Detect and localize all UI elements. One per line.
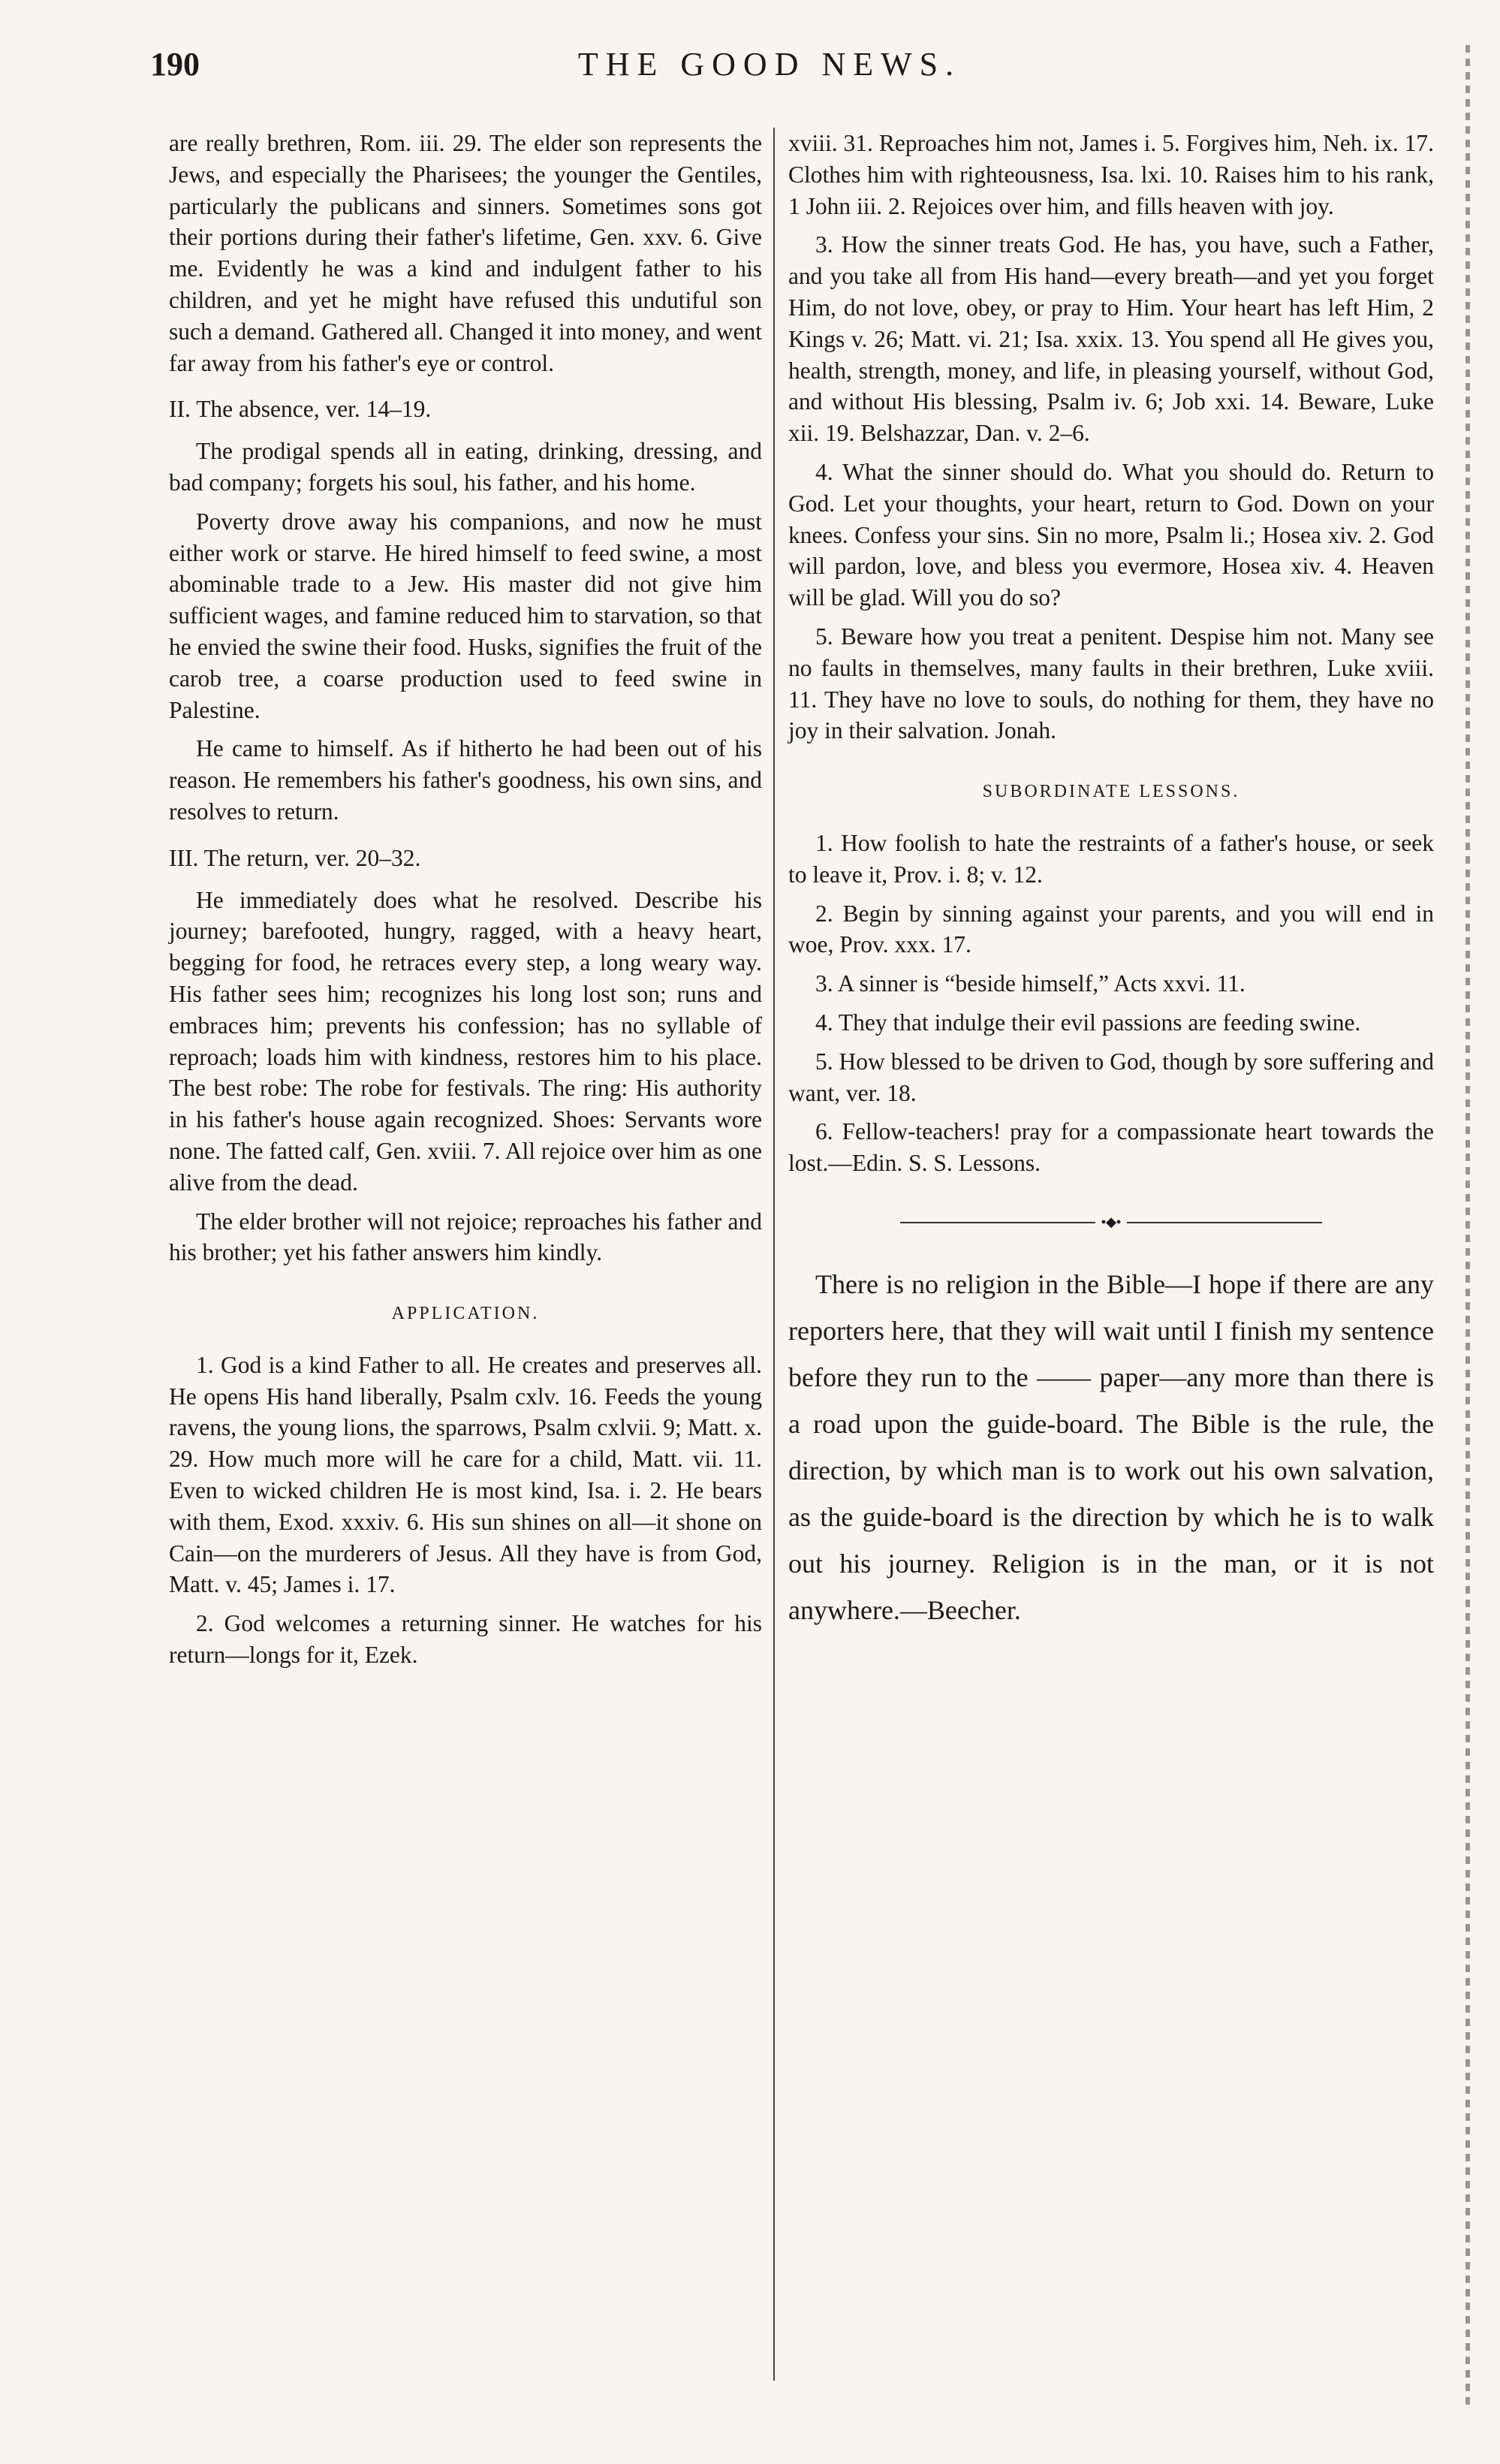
paragraph: He came to himself. As if hitherto he had been out of his reason. He remembers his father's goodness, his own sins, and resolves to return.	[169, 735, 762, 825]
quotation: There is no religion in the Bible—I hope if there are any reporters here, that they will wait until I finish my sentence before they run to the —— paper—any more than there is a road upon the guide-board. The Bible is the rule, the direction, by which man is to work out his own salvation, as the guide-board is the direction by which he is to walk out his journey. Religion is in the man, or it is not anywhere.—Beecher.	[788, 1268, 1434, 1625]
section-heading: III. The return, ver. 20–32.	[169, 844, 421, 871]
lesson-item: 3. A sinner is “beside himself,” Acts xxvi. 11.	[815, 970, 1245, 997]
paragraph: The elder brother will not rejoice; reproaches his father and his brother; yet his father answers him kindly.	[169, 1208, 762, 1266]
lesson-item: 6. Fellow-teachers! pray for a compassionate heart towards the lost.—Edin. S. S. Lessons.	[788, 1118, 1434, 1177]
paragraph: 5. Beware how you treat a penitent. Despise him not. Many see no faults in themselves, many faults in their brethren, Luke xviii. 11. They have no love to souls, do nothing for them, they have no joy in their salvation. Jonah.	[788, 623, 1434, 744]
page-header	[150, 45, 1389, 105]
lesson-item: 2. Begin by sinning against your parents, and you will end in woe, Prov. xxx. 17.	[788, 900, 1434, 958]
paragraph: xviii. 31. Reproaches him not, James i. 5. Forgives him, Neh. ix. 17. Clothes him with righteousness, Isa. lxi. 10. Raises him to his rank, 1 John iii. 2. Rejoices over him, and fills heaven with joy.	[788, 130, 1434, 219]
paragraph: The prodigal spends all in eating, drinking, dressing, and bad company; forgets his soul, his father, and his home.	[169, 438, 762, 496]
paragraph: 4. What the sinner should do. What you should do. Return to God. Let your thoughts, your heart, return to God. Down on your knees. Confess your sins. Sin no more, Psalm li.; Hosea xiv. 2. God will pardon, love, and bless you evermore, Hosea xiv. 4. Heaven will be glad. Will you do so?	[788, 458, 1434, 611]
lesson-item: 1. How foolish to hate the restraints of a father's house, or seek to leave it, Prov. i. 8; v. 12.	[788, 829, 1434, 888]
column-divider	[773, 128, 775, 2381]
paragraph: 3. How the sinner treats God. He has, you have, such a Father, and you take all from His hand—every breath—and yet you forget Him, do not love, obey, or pray to Him. Your heart has left Him, 2 Kings v. 26; Matt. vi. 21; Isa. xxix. 13. You spend all He gives you, health, strength, money, and life, in pleasing yourself, without God, and without His blessing, Psalm iv. 6; Job xxi. 14. Beware, Luke xii. 19. Belshazzar, Dan. v. 2–6.	[788, 231, 1434, 447]
section-heading: II. The absence, ver. 14–19.	[169, 396, 432, 423]
page-number: 190	[150, 46, 200, 83]
lesson-item: 4. They that indulge their evil passions are feeding swine.	[815, 1009, 1361, 1036]
ornament-divider: •◆•	[788, 1205, 1434, 1238]
subordinate-lessons-heading: SUBORDINATE LESSONS.	[982, 782, 1240, 802]
application-heading: APPLICATION.	[391, 1304, 540, 1324]
paragraph: 2. God welcomes a returning sinner. He watches for his return—longs for it, Ezek.	[169, 1610, 762, 1669]
paragraph: Poverty drove away his companions, and now he must either work or starve. He hired himself to feed swine, a most abominable trade to a Jew. His master did not give him sufficient wages, and famine reduced him to starvation, so that he envied the swine their food. Husks, signifies the fruit of the carob tree, a coarse production used to feed swine in Palestine.	[169, 508, 762, 723]
left-column	[169, 128, 762, 1678]
right-column	[788, 128, 1434, 1641]
paragraph: are really brethren, Rom. iii. 29. The elder son represents the Jews, and especially the Pharisees; the younger the Gentiles, particularly the publicans and sinners. Sometimes sons got their portions during their father's lifetime, Gen. xxv. 6. Give me. Evidently he was a kind and indulgent father to his children, and yet he might have refused this undutiful son such a demand. Gathered all. Changed it into money, and went far away from his father's eye or control.	[169, 130, 762, 376]
page-edge	[1465, 45, 1470, 2411]
running-title: THE GOOD NEWS.	[577, 46, 962, 83]
paragraph: He immediately does what he resolved. Describe his journey; barefooted, hungry, ragged, with a heavy heart, begging for food, he retraces every step, a long weary way. His father sees him; recognizes his long lost son; runs and embraces him; prevents his confession; has no syllable of reproach; loads him with kindness, restores him to his place. The best robe: The robe for festivals. The ring: His authority in his father's house again recognized. Shoes: Servants wore none. The fatted calf, Gen. xviii. 7. All rejoice over him as one alive from the dead.	[169, 886, 762, 1196]
paragraph: 1. God is a kind Father to all. He creates and preserves all. He opens His hand liberally, Psalm cxlv. 16. Feeds the young ravens, the young lions, the sparrows, Psalm cxlvii. 9; Matt. x. 29. How much more will he care for a child, Matt. vii. 11. Even to wicked children He is most kind, Isa. i. 2. He bears with them, Exod. xxxiv. 6. His sun shines on all—it shone on Cain—on the murderers of Jesus. All they have is from God, Matt. v. 45; James i. 17.	[169, 1351, 762, 1598]
lesson-item: 5. How blessed to be driven to God, though by sore suffering and want, ver. 18.	[788, 1048, 1434, 1106]
